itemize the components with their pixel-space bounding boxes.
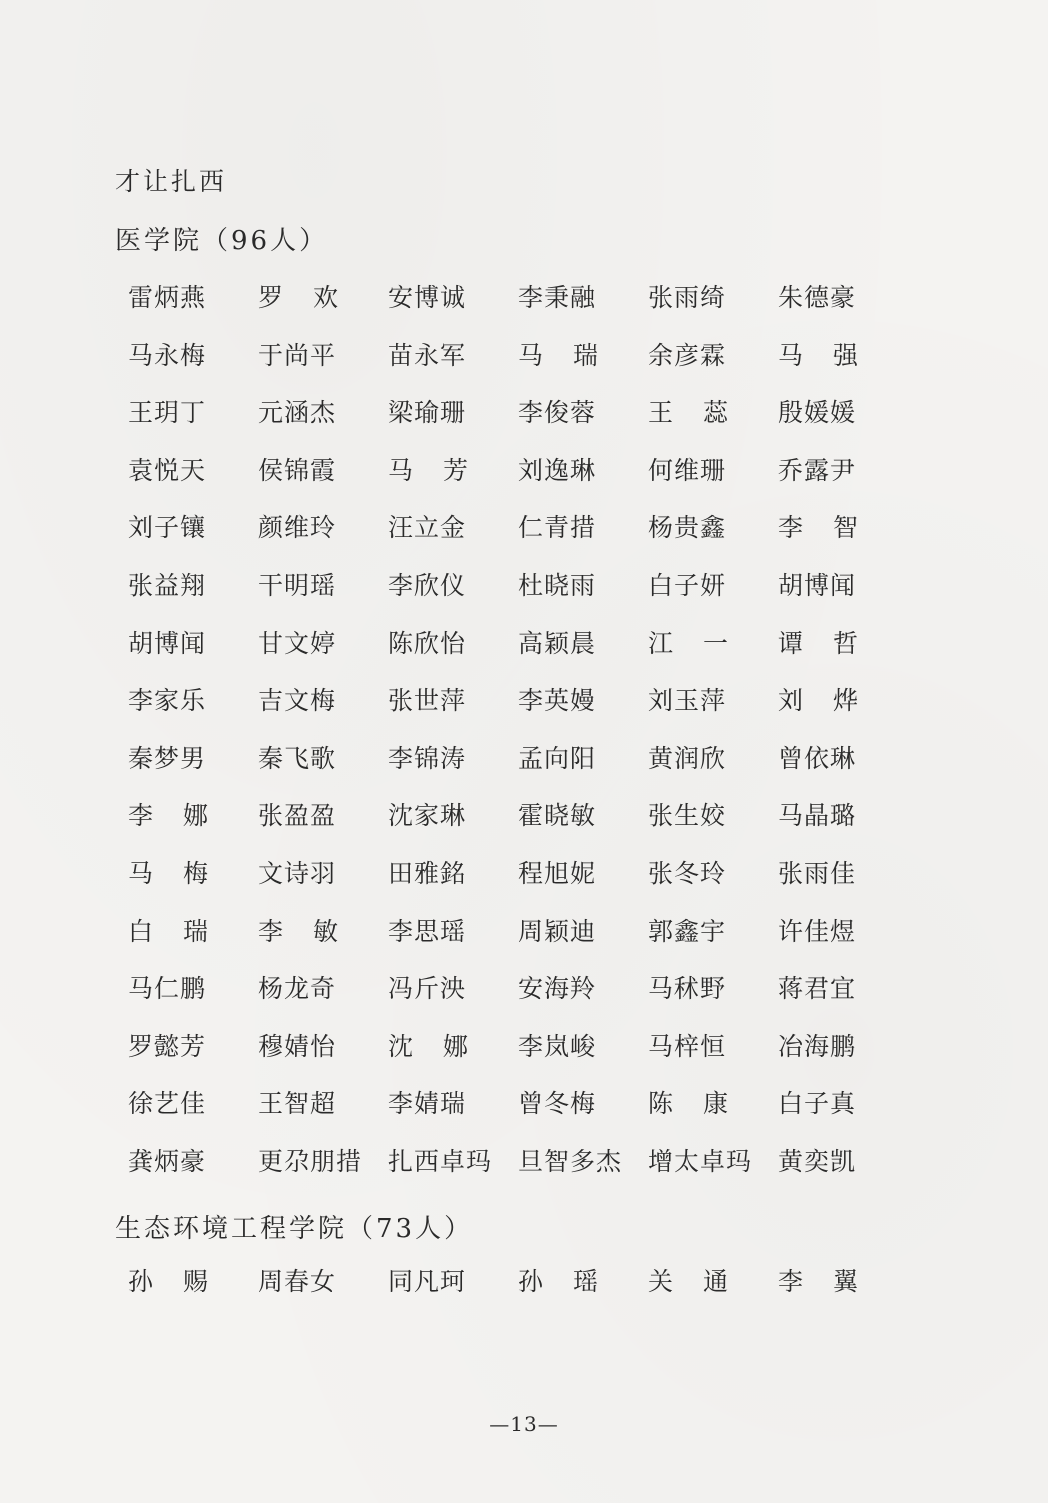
name-entry: 殷媛媛 — [778, 398, 857, 428]
name-entry: 张冬玲 — [648, 858, 727, 888]
name-entry: 张生姣 — [648, 801, 727, 831]
name-entry: 龚炳豪 — [128, 1146, 207, 1176]
name-entry: 李家乐 — [128, 686, 207, 716]
name-entry: 冯斤泱 — [388, 974, 467, 1004]
name-entry: 陈欣怡 — [388, 628, 467, 658]
name-entry: 黄奕凯 — [778, 1146, 857, 1176]
name-entry: 刘子镶 — [128, 513, 207, 543]
name-entry: 黄润欣 — [648, 743, 727, 773]
name-entry: 秦梦男 — [128, 743, 207, 773]
name-grid-medical-school — [128, 280, 908, 1202]
carryover-name: 才让扎西 — [115, 167, 228, 196]
name-entry: 沈 娜 — [388, 1031, 469, 1061]
name-entry: 孙 赐 — [128, 1267, 209, 1296]
name-entry: 刘玉萍 — [648, 686, 727, 716]
name-entry: 李 娜 — [128, 801, 209, 831]
name-entry: 梁瑜珊 — [388, 398, 467, 428]
name-entry: 白子真 — [778, 1089, 857, 1119]
name-entry: 雷炳燕 — [128, 283, 207, 312]
page-number: —13— — [489, 1412, 559, 1436]
name-entry: 秦飞歌 — [258, 743, 337, 773]
name-entry: 杜晓雨 — [518, 570, 597, 600]
name-entry: 胡博闻 — [778, 570, 857, 600]
name-entry: 旦智多杰 — [518, 1146, 623, 1176]
name-entry: 江 一 — [648, 628, 729, 658]
name-entry: 马梓恒 — [648, 1031, 727, 1061]
name-entry: 余彦霖 — [648, 340, 727, 370]
name-entry: 蒋君宜 — [778, 974, 857, 1004]
name-entry: 沈家琳 — [388, 801, 467, 831]
name-entry: 王 蕊 — [648, 398, 729, 428]
name-entry: 程旭妮 — [518, 858, 597, 888]
name-grid-eco-engineering-school — [128, 1264, 908, 1322]
name-entry: 李 敏 — [258, 916, 339, 946]
name-entry: 高颖晨 — [518, 628, 597, 658]
name-entry: 杨龙奇 — [258, 974, 337, 1004]
name-entry: 刘 烨 — [778, 686, 859, 716]
name-entry: 孙 瑶 — [518, 1267, 599, 1296]
name-entry: 马永梅 — [128, 340, 207, 370]
name-entry: 王智超 — [258, 1089, 337, 1119]
name-entry: 谭 哲 — [778, 628, 859, 658]
name-entry: 穆婧怡 — [258, 1031, 337, 1061]
name-entry: 李婧瑞 — [388, 1089, 467, 1119]
name-entry: 张盈盈 — [258, 801, 337, 831]
name-entry: 霍晓敏 — [518, 801, 597, 831]
name-entry: 关 通 — [648, 1267, 729, 1296]
name-entry: 曾依琳 — [778, 743, 857, 773]
name-entry: 李欣仪 — [388, 570, 467, 600]
name-entry: 更尕朋措 — [258, 1146, 363, 1176]
name-entry: 马 芳 — [388, 455, 469, 485]
name-entry: 干明瑶 — [258, 570, 337, 600]
section-heading-eco-engineering-school: 生态环境工程学院（73人） — [115, 1214, 474, 1244]
name-entry: 马秫野 — [648, 974, 727, 1004]
name-entry: 冶海鹏 — [778, 1031, 857, 1061]
name-entry: 元涵杰 — [258, 398, 337, 428]
name-entry: 苗永军 — [388, 340, 467, 370]
name-entry: 周春女 — [258, 1267, 337, 1296]
name-entry: 李锦涛 — [388, 743, 467, 773]
name-entry: 陈 康 — [648, 1089, 729, 1119]
name-entry: 田雅銘 — [388, 858, 467, 888]
section-heading-medical-school: 医学院（96人） — [115, 226, 329, 256]
name-entry: 曾冬梅 — [518, 1089, 597, 1119]
name-entry: 张雨绮 — [648, 283, 727, 312]
name-entry: 颜维玲 — [258, 513, 337, 543]
name-entry: 胡博闻 — [128, 628, 207, 658]
name-entry: 许佳煜 — [778, 916, 857, 946]
name-entry: 张雨佳 — [778, 858, 857, 888]
name-entry: 安海羚 — [518, 974, 597, 1004]
name-entry: 李秉融 — [518, 283, 597, 312]
name-entry: 朱德豪 — [778, 283, 857, 312]
name-entry: 甘文婷 — [258, 628, 337, 658]
name-entry: 刘逸琳 — [518, 455, 597, 485]
name-entry: 扎西卓玛 — [388, 1146, 493, 1176]
name-entry: 同凡珂 — [388, 1267, 467, 1296]
name-entry: 李英嫚 — [518, 686, 597, 716]
name-entry: 李思瑶 — [388, 916, 467, 946]
name-entry: 增太卓玛 — [648, 1146, 753, 1176]
name-entry: 周颖迪 — [518, 916, 597, 946]
name-entry: 侯锦霞 — [258, 455, 337, 485]
name-entry: 杨贵鑫 — [648, 513, 727, 543]
name-entry: 马仁鹏 — [128, 974, 207, 1004]
name-entry: 李 翼 — [778, 1267, 859, 1296]
name-entry: 仁青措 — [518, 513, 597, 543]
name-entry: 张益翔 — [128, 570, 207, 600]
name-entry: 张世萍 — [388, 686, 467, 716]
name-entry: 何维珊 — [648, 455, 727, 485]
name-entry: 吉文梅 — [258, 686, 337, 716]
name-entry: 李俊蓉 — [518, 398, 597, 428]
name-entry: 马 瑞 — [518, 340, 599, 370]
name-entry: 罗 欢 — [258, 283, 339, 312]
name-entry: 马 梅 — [128, 858, 209, 888]
name-entry: 于尚平 — [258, 340, 337, 370]
name-entry: 孟向阳 — [518, 743, 597, 773]
name-entry: 李岚峻 — [518, 1031, 597, 1061]
name-entry: 乔露尹 — [778, 455, 857, 485]
name-entry: 安博诚 — [388, 283, 467, 312]
name-entry: 白 瑞 — [128, 916, 209, 946]
name-entry: 汪立金 — [388, 513, 467, 543]
name-entry: 马晶璐 — [778, 801, 857, 831]
name-entry: 袁悦天 — [128, 455, 207, 485]
name-entry: 徐艺佳 — [128, 1089, 207, 1119]
name-entry: 罗懿芳 — [128, 1031, 207, 1061]
name-entry: 白子妍 — [648, 570, 727, 600]
name-entry: 李 智 — [778, 513, 859, 543]
name-entry: 王玥丁 — [128, 398, 207, 428]
name-entry: 郭鑫宇 — [648, 916, 727, 946]
name-entry: 文诗羽 — [258, 858, 337, 888]
name-entry: 马 强 — [778, 340, 859, 370]
